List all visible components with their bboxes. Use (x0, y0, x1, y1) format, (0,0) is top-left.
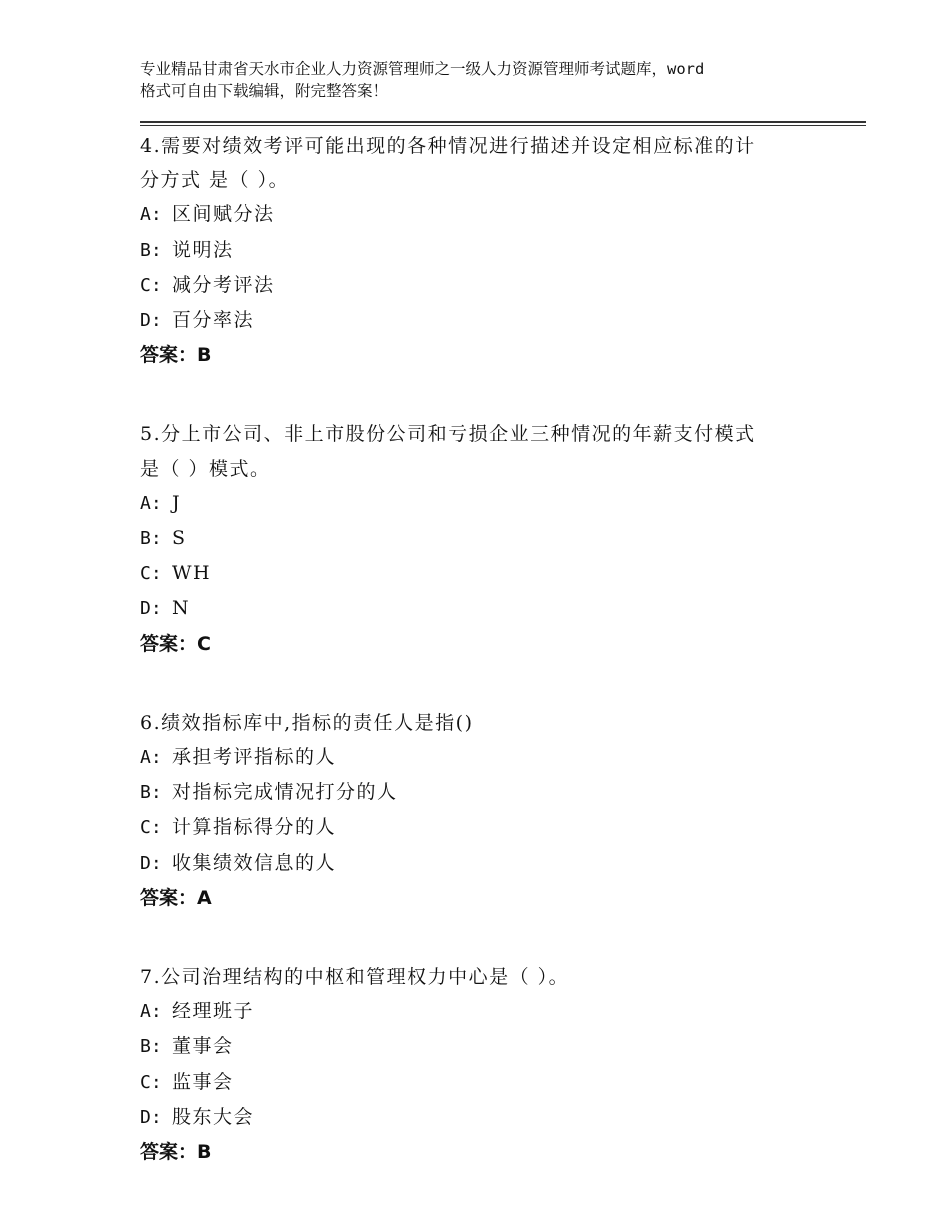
question-item (140, 129, 840, 372)
option-key: B: (140, 528, 162, 550)
option-a (140, 994, 840, 1029)
document-header (140, 58, 840, 102)
option-key: B: (140, 1036, 162, 1058)
option-key: C: (140, 1071, 162, 1093)
header-line-1: 专业精品甘肃省天水市企业人力资源管理师之一级人力资源管理师考试题库，word (140, 60, 705, 78)
option-key: D: (140, 310, 162, 332)
option-text: 监事会 (172, 1070, 234, 1093)
option-text: 股东大会 (172, 1105, 255, 1128)
question-text-line: 是（ ）模式。 (140, 457, 271, 480)
option-key: B: (140, 782, 162, 804)
option-b (140, 1029, 840, 1064)
option-text: 说明法 (172, 238, 234, 261)
option-key: A: (140, 204, 162, 226)
option-d (140, 591, 840, 626)
option-text: J (172, 491, 182, 514)
question-text-line: 7.公司治理结构的中枢和管理权力中心是（ ）。 (140, 966, 570, 989)
option-text: 董事会 (172, 1035, 234, 1058)
option-b (140, 521, 840, 556)
question-text-line: 4.需要对绩效考评可能出现的各种情况进行描述并设定相应标准的计 (140, 135, 756, 157)
option-key: C: (140, 563, 162, 585)
question-text-line: 分方式 是（ ）。 (140, 169, 290, 192)
option-text: 区间赋分法 (172, 203, 275, 226)
answer-label: 答案：A (140, 886, 212, 909)
option-d (140, 846, 840, 881)
option-c (140, 268, 840, 303)
question-text-line: 5.分上市公司、非上市股份公司和亏损企业三种情况的年薪支付模式 (140, 423, 756, 446)
option-text: 计算指标得分的人 (172, 816, 337, 839)
option-text: 承担考评指标的人 (172, 746, 337, 769)
option-key: A: (140, 1001, 162, 1023)
option-key: D: (140, 598, 162, 620)
option-text: 对指标完成情况打分的人 (172, 781, 398, 804)
option-a (140, 486, 840, 521)
question-list (140, 129, 840, 1214)
option-text: 经理班子 (172, 1000, 255, 1023)
option-d (140, 303, 840, 338)
answer-label: 答案：C (140, 632, 211, 655)
option-text: 减分考评法 (172, 273, 275, 296)
answer-label: 答案：B (140, 344, 212, 367)
answer-label: 答案：B (140, 1141, 212, 1164)
header-line-2: 格式可自由下载编辑，附完整答案！ (140, 82, 389, 100)
option-c (140, 810, 840, 845)
option-a (140, 197, 840, 232)
option-text: WH (172, 562, 212, 585)
option-key: C: (140, 817, 162, 839)
option-text: N (172, 597, 191, 620)
option-key: A: (140, 747, 162, 769)
option-key: B: (140, 239, 162, 261)
option-key: A: (140, 492, 162, 514)
question-text-line: 6.绩效指标库中,指标的责任人是指() (140, 711, 474, 734)
option-key: D: (140, 1106, 162, 1128)
question-item (140, 417, 840, 660)
option-a (140, 740, 840, 775)
question-item (140, 706, 840, 915)
option-b (140, 233, 840, 268)
question-item (140, 960, 840, 1169)
option-c (140, 556, 840, 591)
option-c (140, 1065, 840, 1100)
option-text: 收集绩效信息的人 (172, 851, 337, 874)
option-d (140, 1100, 840, 1135)
option-text: 百分率法 (172, 309, 255, 332)
option-b (140, 775, 840, 810)
option-text: S (172, 527, 187, 550)
option-key: D: (140, 852, 162, 874)
option-key: C: (140, 274, 162, 296)
header-divider (140, 121, 866, 126)
